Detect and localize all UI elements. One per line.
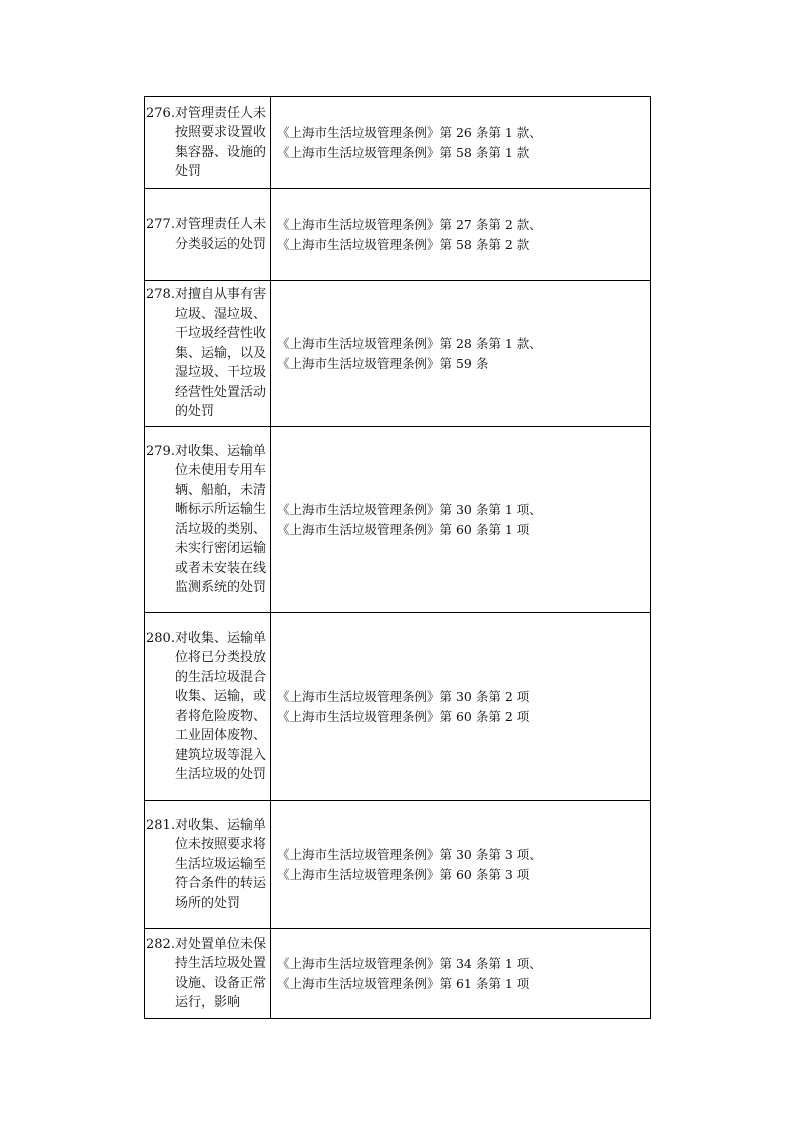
basis-line: 《上海市生活垃圾管理条例》第 34 条第 1 项、 (277, 955, 542, 971)
item-text: 对收集、运输单位未使用专用车辆、船舶，未清晰标示所运输生活垃圾的类别、未实行密闭运输或者未安装在线监测系统的处罚 (175, 443, 267, 595)
basis-line: 《上海市生活垃圾管理条例》第 27 条第 2 款、 (277, 216, 542, 232)
item-text: 对处置单位未保持生活垃圾处置设施、设备正常运行，影响 (175, 936, 267, 1010)
item-number: 280. (146, 630, 175, 646)
table-row (145, 189, 651, 281)
table-row (145, 427, 651, 613)
basis-line: 《上海市生活垃圾管理条例》第 60 条第 3 项 (277, 866, 530, 882)
item-number: 278. (146, 287, 175, 303)
penalty-table (144, 96, 651, 1019)
item-number: 282. (146, 936, 175, 952)
item-number: 277. (146, 217, 175, 232)
item-cell (145, 427, 271, 613)
item-cell (145, 189, 271, 281)
item-number: 281. (146, 817, 175, 833)
item-cell (145, 613, 271, 801)
item-cell (145, 97, 271, 189)
item-text: 对收集、运输单位将已分类投放的生活垃圾混合收集、运输，或者将危险废物、工业固体废物、建筑垃圾等混入生活垃圾的处罚 (175, 630, 267, 782)
item-cell (145, 929, 271, 1019)
basis-cell (271, 281, 651, 427)
basis-line: 《上海市生活垃圾管理条例》第 30 条第 2 项 (277, 688, 530, 704)
item-text: 对收集、运输单位未按照要求将生活垃圾运输至符合条件的转运场所的处罚 (175, 817, 267, 911)
item-text: 对擅自从事有害垃圾、湿垃圾、干垃圾经营性收集、运输，以及湿垃圾、干垃圾经营性处置活动的处罚 (175, 287, 267, 420)
basis-line: 《上海市生活垃圾管理条例》第 59 条 (277, 355, 489, 371)
basis-line: 《上海市生活垃圾管理条例》第 30 条第 3 项、 (277, 846, 542, 862)
table-row (145, 929, 651, 1019)
basis-cell (271, 801, 651, 929)
basis-line: 《上海市生活垃圾管理条例》第 58 条第 2 款 (277, 236, 530, 252)
basis-cell (271, 97, 651, 189)
basis-cell (271, 427, 651, 613)
basis-line: 《上海市生活垃圾管理条例》第 26 条第 1 款、 (277, 124, 542, 140)
basis-cell (271, 189, 651, 281)
basis-line: 《上海市生活垃圾管理条例》第 30 条第 1 项、 (277, 501, 542, 517)
item-cell (145, 801, 271, 929)
basis-cell (271, 929, 651, 1019)
basis-line: 《上海市生活垃圾管理条例》第 28 条第 1 款、 (277, 335, 542, 351)
item-cell (145, 281, 271, 427)
item-text: 对管理责任人未按照要求设置收集容器、设施的处罚 (175, 105, 267, 179)
basis-line: 《上海市生活垃圾管理条例》第 58 条第 1 款 (277, 144, 530, 160)
table-row (145, 97, 651, 189)
table-row (145, 613, 651, 801)
item-number: 276. (146, 105, 175, 121)
basis-line: 《上海市生活垃圾管理条例》第 60 条第 1 项 (277, 521, 530, 537)
basis-line: 《上海市生活垃圾管理条例》第 61 条第 1 项 (277, 975, 530, 991)
table-row (145, 801, 651, 929)
basis-line: 《上海市生活垃圾管理条例》第 60 条第 2 项 (277, 708, 530, 724)
table-row (145, 281, 651, 427)
basis-cell (271, 613, 651, 801)
item-text: 对管理责任人未分类驳运的处罚 (175, 217, 267, 252)
item-number: 279. (146, 443, 175, 459)
